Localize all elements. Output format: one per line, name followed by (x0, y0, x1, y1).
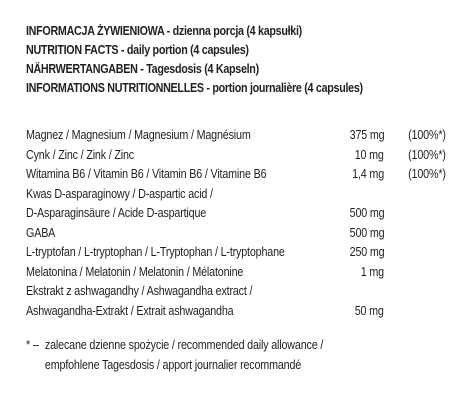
ingredient-amount: 1,4 mg (352, 167, 384, 181)
ingredient-amount: 500 mg (349, 206, 384, 220)
ingredient-name: GABA (26, 225, 56, 240)
nutrition-table (26, 126, 446, 321)
ingredient-percent: (100%*) (408, 128, 446, 142)
table-row (26, 302, 446, 322)
table-row (26, 263, 446, 283)
ingredient-name: Witamina B6 / Vitamin B6 / Vitamin B6 / Vitamine B6 (26, 167, 267, 181)
header-french: INFORMATIONS NUTRITIONNELLES - portion journalière (4 capsules) (26, 81, 363, 95)
header-english: NUTRITION FACTS - daily portion (4 capsules) (26, 43, 249, 57)
ingredient-name: Ashwagandha-Extrakt / Extrait ashwagandha (26, 303, 234, 318)
ingredient-amount: 500 mg (349, 225, 384, 240)
ingredient-amount: 10 mg (354, 147, 384, 162)
table-row (26, 185, 446, 205)
table-row (26, 224, 446, 244)
footnote-mark: * – (26, 338, 39, 352)
ingredient-amount: 250 mg (349, 245, 384, 259)
ingredient-amount: 1 mg (360, 264, 384, 279)
table-row (26, 282, 446, 302)
ingredient-name: D-Asparaginsäure / Acide D-aspartique (26, 206, 207, 220)
header-block (26, 22, 418, 98)
ingredient-amount: 50 mg (354, 303, 384, 318)
ingredient-name: L-tryptofan / L-tryptophan / L-Tryptophan / L-tryptophane (26, 245, 285, 259)
footnote-text-2: empfohlene Tagesdosis / apport journalier recommandé (44, 357, 302, 372)
ingredient-percent: (100%*) (408, 147, 446, 162)
footnote-text-1: zalecane dzienne spożycie / recommended daily allowance / (44, 338, 324, 352)
ingredient-amount: 375 mg (349, 128, 384, 142)
footnote-line-1 (26, 336, 323, 356)
ingredient-name: Magnez / Magnesium / Magnesium / Magnésium (26, 128, 251, 142)
ingredient-percent: (100%*) (408, 167, 446, 181)
ingredient-name: Cynk / Zinc / Zink / Zinc (26, 147, 135, 162)
table-row (26, 126, 446, 146)
header-german: NÄHRWERTANGABEN - Tagesdosis (4 Kapseln) (26, 62, 259, 76)
ingredient-name: Kwas D-asparaginowy / D-aspartic acid / (26, 186, 213, 201)
table-row (26, 165, 446, 185)
table-row (26, 146, 446, 166)
footnote (26, 336, 372, 375)
table-row (26, 243, 446, 263)
header-polish: INFORMACJA ŻYWIENIOWA - dzienna porcja (4 kapsułki) (26, 24, 302, 38)
ingredient-name: Melatonina / Melatonin / Melatonin / Mélatonine (26, 264, 244, 279)
ingredient-name: Ekstrakt z ashwagandhy / Ashwagandha extract / (26, 284, 253, 298)
table-row (26, 204, 446, 224)
